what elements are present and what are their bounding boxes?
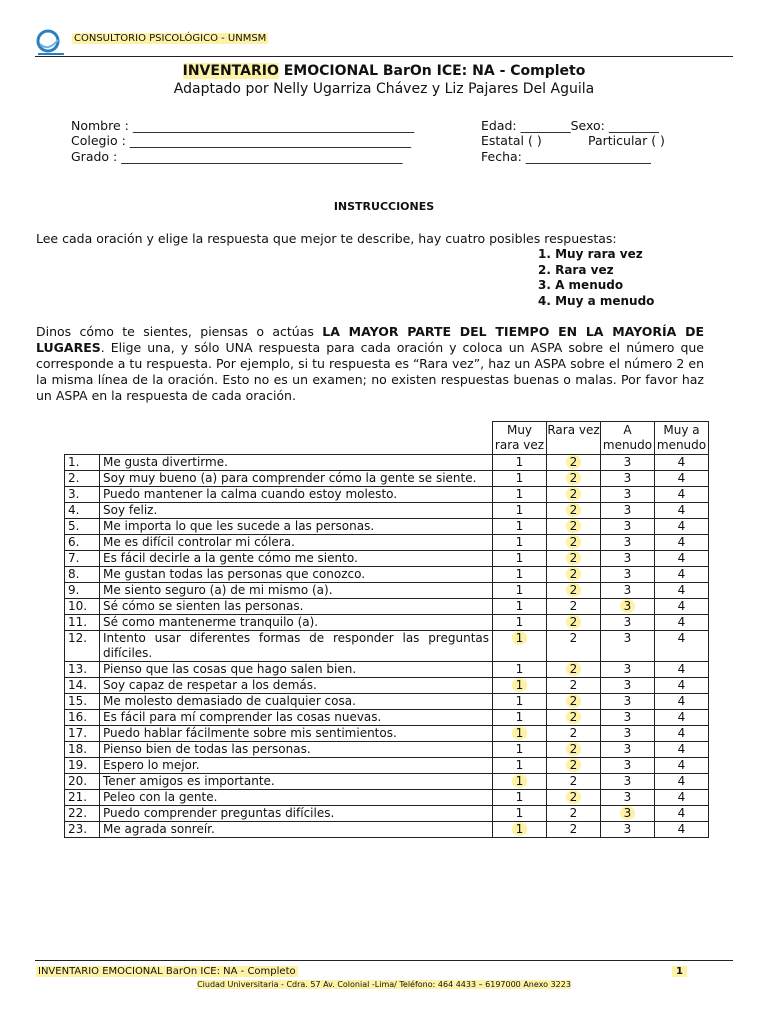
score-option[interactable]: 4: [677, 790, 686, 804]
item-text: Puedo hablar fácilmente sobre mis sentimientos.: [100, 726, 493, 742]
selected-score[interactable]: 1: [512, 678, 528, 692]
score-cell-1[interactable]: [493, 726, 547, 742]
selected-score[interactable]: 2: [566, 758, 582, 772]
score-option[interactable]: 2: [569, 774, 578, 788]
score-cell-4[interactable]: [655, 583, 709, 599]
selected-score[interactable]: 2: [566, 742, 582, 756]
score-cell-4[interactable]: [655, 503, 709, 519]
score-cell-4[interactable]: [655, 567, 709, 583]
selected-score[interactable]: 2: [566, 662, 582, 676]
score-option[interactable]: 1: [515, 471, 524, 485]
score-cell-2[interactable]: [547, 758, 601, 774]
table-row: [65, 806, 709, 822]
item-number: 11.: [65, 615, 100, 631]
score-cell-2[interactable]: [547, 806, 601, 822]
item-text: Sé como mantenerme tranquilo (a).: [100, 615, 493, 631]
score-option[interactable]: 3: [623, 615, 632, 629]
score-cell-3[interactable]: [601, 774, 655, 790]
selected-score[interactable]: 2: [566, 487, 582, 501]
score-cell-1[interactable]: [493, 583, 547, 599]
score-cell-2[interactable]: [547, 678, 601, 694]
score-cell-4[interactable]: [655, 758, 709, 774]
score-cell-1[interactable]: [493, 678, 547, 694]
score-cell-4[interactable]: [655, 774, 709, 790]
score-cell-1[interactable]: [493, 774, 547, 790]
score-cell-1[interactable]: [493, 487, 547, 503]
score-cell-2[interactable]: [547, 503, 601, 519]
table-row: [65, 710, 709, 726]
item-number: 3.: [65, 487, 100, 503]
score-option[interactable]: 4: [677, 678, 686, 692]
option-4: 4. Muy a menudo: [538, 293, 655, 308]
score-cell-2[interactable]: [547, 694, 601, 710]
selected-score[interactable]: 2: [566, 519, 582, 533]
score-option[interactable]: 3: [623, 535, 632, 549]
score-option[interactable]: 2: [569, 678, 578, 692]
score-cell-3[interactable]: [601, 758, 655, 774]
item-text: Me gustan todas las personas que conozco.: [100, 567, 493, 583]
score-option[interactable]: 4: [677, 726, 686, 740]
score-option[interactable]: 4: [677, 503, 686, 517]
score-option[interactable]: 1: [515, 758, 524, 772]
score-cell-1[interactable]: [493, 662, 547, 678]
score-option[interactable]: 3: [623, 790, 632, 804]
item-number: 23.: [65, 822, 100, 838]
score-cell-3[interactable]: [601, 710, 655, 726]
score-cell-4[interactable]: [655, 806, 709, 822]
unmsm-logo-icon: [34, 28, 68, 58]
title-highlight: INVENTARIO: [182, 63, 279, 79]
table-row: [65, 567, 709, 583]
score-cell-4[interactable]: [655, 487, 709, 503]
col-header-1: Muy rara vez: [493, 422, 547, 455]
score-option[interactable]: 4: [677, 615, 686, 629]
score-option[interactable]: 1: [515, 567, 524, 581]
footer-address: [0, 980, 768, 989]
score-cell-3[interactable]: [601, 583, 655, 599]
item-number: 7.: [65, 551, 100, 567]
score-cell-2[interactable]: [547, 455, 601, 471]
score-cell-4[interactable]: [655, 726, 709, 742]
score-option[interactable]: 3: [623, 694, 632, 708]
score-option[interactable]: 1: [515, 694, 524, 708]
item-text: Es fácil decirle a la gente cómo me siento.: [100, 551, 493, 567]
page-subtitle: Adaptado por Nelly Ugarriza Chávez y Liz Pajares Del Aguila: [173, 81, 595, 97]
score-option[interactable]: 2: [569, 631, 578, 645]
table-row: [65, 662, 709, 678]
score-cell-3[interactable]: [601, 726, 655, 742]
item-text: Soy capaz de respetar a los demás.: [100, 678, 493, 694]
score-cell-1[interactable]: [493, 742, 547, 758]
score-cell-1[interactable]: [493, 455, 547, 471]
score-option[interactable]: 4: [677, 535, 686, 549]
score-option[interactable]: 3: [623, 774, 632, 788]
score-option[interactable]: 3: [623, 662, 632, 676]
score-option[interactable]: 1: [515, 662, 524, 676]
score-cell-3[interactable]: [601, 551, 655, 567]
table-row: [65, 503, 709, 519]
table-header-row: [65, 422, 709, 455]
table-row: [65, 822, 709, 838]
instructions-heading: INSTRUCCIONES: [333, 200, 435, 213]
score-cell-4[interactable]: [655, 678, 709, 694]
score-cell-2[interactable]: [547, 583, 601, 599]
score-cell-3[interactable]: [601, 487, 655, 503]
item-number: 14.: [65, 678, 100, 694]
selected-score[interactable]: 2: [566, 615, 582, 629]
col-header-2: Rara vez: [547, 422, 601, 455]
selected-score[interactable]: 1: [512, 631, 528, 645]
score-cell-3[interactable]: [601, 455, 655, 471]
item-text: Me siento seguro (a) de mi mismo (a).: [100, 583, 493, 599]
selected-score[interactable]: 2: [566, 567, 582, 581]
item-number: 4.: [65, 503, 100, 519]
score-option[interactable]: 1: [515, 742, 524, 756]
score-option[interactable]: 3: [623, 631, 632, 645]
score-option[interactable]: 2: [569, 599, 578, 613]
item-number: 16.: [65, 710, 100, 726]
score-cell-3[interactable]: [601, 678, 655, 694]
footer-title: INVENTARIO EMOCIONAL BarOn ICE: NA - Completo: [38, 966, 296, 977]
score-cell-3[interactable]: [601, 503, 655, 519]
score-cell-4[interactable]: [655, 631, 709, 662]
score-option[interactable]: 3: [623, 583, 632, 597]
table-row: [65, 678, 709, 694]
table-row: [65, 551, 709, 567]
option-3: 3. A menudo: [538, 278, 624, 292]
score-cell-2[interactable]: [547, 774, 601, 790]
instructions-body: [36, 324, 704, 404]
table-row: [65, 790, 709, 806]
item-text: Me agrada sonreír.: [100, 822, 493, 838]
score-cell-2[interactable]: [547, 615, 601, 631]
score-option[interactable]: 1: [515, 583, 524, 597]
score-cell-3[interactable]: [601, 615, 655, 631]
score-cell-1[interactable]: [493, 806, 547, 822]
table-row: [65, 631, 709, 662]
selected-score[interactable]: 1: [512, 774, 528, 788]
score-option[interactable]: 1: [515, 535, 524, 549]
score-cell-2[interactable]: [547, 822, 601, 838]
score-option[interactable]: 1: [515, 806, 524, 820]
score-cell-1[interactable]: [493, 599, 547, 615]
edad-sexo-field[interactable]: Edad: ________Sexo: ________: [481, 118, 659, 133]
score-option[interactable]: 4: [677, 822, 686, 836]
score-cell-4[interactable]: [655, 471, 709, 487]
table-row: [65, 615, 709, 631]
score-option[interactable]: 1: [515, 519, 524, 533]
score-cell-1[interactable]: [493, 567, 547, 583]
score-cell-2[interactable]: [547, 631, 601, 662]
score-option[interactable]: 3: [623, 567, 632, 581]
score-cell-2[interactable]: [547, 790, 601, 806]
score-option[interactable]: 4: [677, 694, 686, 708]
score-cell-2[interactable]: [547, 567, 601, 583]
score-option[interactable]: 1: [515, 487, 524, 501]
score-cell-2[interactable]: [547, 535, 601, 551]
table-row: [65, 471, 709, 487]
score-cell-3[interactable]: [601, 662, 655, 678]
score-option[interactable]: 3: [623, 455, 632, 469]
item-text: Intento usar diferentes formas de responder las preguntas difíciles.: [100, 631, 493, 662]
selected-score[interactable]: 2: [566, 790, 582, 804]
item-text: Soy muy bueno (a) para comprender cómo la gente se siente.: [100, 471, 493, 487]
score-cell-2[interactable]: [547, 726, 601, 742]
item-number: 2.: [65, 471, 100, 487]
score-cell-3[interactable]: [601, 806, 655, 822]
score-option[interactable]: 3: [623, 726, 632, 740]
item-number: 10.: [65, 599, 100, 615]
selected-score[interactable]: 2: [566, 535, 582, 549]
selected-score[interactable]: 2: [566, 503, 582, 517]
item-number: 1.: [65, 455, 100, 471]
instructions-intro: Lee cada oración y elige la respuesta que mejor te describe, hay cuatro posibles respuestas:: [36, 231, 617, 246]
score-option[interactable]: 4: [677, 455, 686, 469]
score-cell-4[interactable]: [655, 662, 709, 678]
score-cell-3[interactable]: [601, 519, 655, 535]
score-cell-3[interactable]: [601, 742, 655, 758]
score-option[interactable]: 2: [569, 806, 578, 820]
option-1: 1. Muy rara vez: [538, 247, 643, 261]
score-cell-1[interactable]: [493, 694, 547, 710]
score-cell-1[interactable]: [493, 471, 547, 487]
score-option[interactable]: 3: [623, 758, 632, 772]
item-number: 8.: [65, 567, 100, 583]
score-option[interactable]: 4: [677, 583, 686, 597]
score-option[interactable]: 4: [677, 519, 686, 533]
score-option[interactable]: 4: [677, 758, 686, 772]
score-option[interactable]: 1: [515, 455, 524, 469]
table-row: [65, 599, 709, 615]
item-text: Puedo comprender preguntas difíciles.: [100, 806, 493, 822]
score-cell-3[interactable]: [601, 822, 655, 838]
score-option[interactable]: 1: [515, 599, 524, 613]
col-header-4: Muy a menudo: [655, 422, 709, 455]
item-text: Me importa lo que les sucede a las personas.: [100, 519, 493, 535]
score-option[interactable]: 3: [623, 678, 632, 692]
score-cell-2[interactable]: [547, 551, 601, 567]
selected-score[interactable]: 3: [620, 806, 636, 820]
colegio-field[interactable]: Colegio : _____________________________________________: [71, 133, 412, 148]
grado-field[interactable]: Grado : _____________________________________________: [71, 149, 403, 164]
score-cell-2[interactable]: [547, 519, 601, 535]
selected-score[interactable]: 2: [566, 471, 582, 485]
selected-score[interactable]: 2: [566, 455, 582, 469]
col-header-3: A menudo: [601, 422, 655, 455]
score-cell-2[interactable]: [547, 710, 601, 726]
score-cell-1[interactable]: [493, 710, 547, 726]
score-cell-4[interactable]: [655, 455, 709, 471]
score-cell-4[interactable]: [655, 790, 709, 806]
score-cell-1[interactable]: [493, 519, 547, 535]
selected-score[interactable]: 2: [566, 694, 582, 708]
page-number: 1: [672, 966, 687, 977]
score-option[interactable]: 1: [515, 710, 524, 724]
score-cell-3[interactable]: [601, 535, 655, 551]
score-cell-3[interactable]: [601, 790, 655, 806]
score-cell-1[interactable]: [493, 551, 547, 567]
estatal-field[interactable]: Estatal ( ): [481, 133, 542, 148]
item-text: Soy feliz.: [100, 503, 493, 519]
selected-score[interactable]: 1: [512, 726, 528, 740]
response-options: [538, 247, 654, 309]
score-option[interactable]: 4: [677, 487, 686, 501]
score-cell-4[interactable]: [655, 615, 709, 631]
nombre-field[interactable]: Nombre : _____________________________________________: [71, 118, 415, 133]
item-number: 22.: [65, 806, 100, 822]
score-option[interactable]: 1: [515, 790, 524, 804]
score-option[interactable]: 3: [623, 742, 632, 756]
item-text: Es fácil para mí comprender las cosas nuevas.: [100, 710, 493, 726]
score-option[interactable]: 4: [677, 471, 686, 485]
score-cell-2[interactable]: [547, 662, 601, 678]
score-option[interactable]: 4: [677, 599, 686, 613]
header-divider: [35, 56, 733, 57]
score-cell-1[interactable]: [493, 790, 547, 806]
score-option[interactable]: 2: [569, 822, 578, 836]
score-option[interactable]: 1: [515, 551, 524, 565]
item-text: Peleo con la gente.: [100, 790, 493, 806]
item-number: 19.: [65, 758, 100, 774]
table-row: [65, 758, 709, 774]
score-option[interactable]: 4: [677, 774, 686, 788]
item-text: Pienso bien de todas las personas.: [100, 742, 493, 758]
score-option[interactable]: 4: [677, 567, 686, 581]
fecha-field[interactable]: Fecha: ____________________: [481, 149, 651, 164]
score-option[interactable]: 3: [623, 519, 632, 533]
item-number: 21.: [65, 790, 100, 806]
item-number: 6.: [65, 535, 100, 551]
score-option[interactable]: 4: [677, 662, 686, 676]
score-cell-3[interactable]: [601, 631, 655, 662]
score-cell-3[interactable]: [601, 599, 655, 615]
item-number: 15.: [65, 694, 100, 710]
selected-score[interactable]: 1: [512, 822, 528, 836]
item-text: Espero lo mejor.: [100, 758, 493, 774]
particular-field[interactable]: Particular ( ): [588, 133, 665, 148]
item-number: 20.: [65, 774, 100, 790]
item-text: Pienso que las cosas que hago salen bien.: [100, 662, 493, 678]
item-number: 5.: [65, 519, 100, 535]
score-cell-3[interactable]: [601, 471, 655, 487]
table-row: [65, 487, 709, 503]
score-option[interactable]: 1: [515, 503, 524, 517]
table-row: [65, 742, 709, 758]
score-cell-1[interactable]: [493, 758, 547, 774]
score-cell-2[interactable]: [547, 742, 601, 758]
footer-divider: [35, 960, 733, 961]
score-cell-4[interactable]: [655, 599, 709, 615]
table-row: [65, 774, 709, 790]
footer-address-text: Ciudad Universitaria - Cdra. 57 Av. Colonial -Lima/ Teléfono: 464 4433 – 6197000 Anexo 3223: [197, 980, 571, 989]
item-text: Tener amigos es importante.: [100, 774, 493, 790]
score-option[interactable]: 3: [623, 487, 632, 501]
score-cell-2[interactable]: [547, 599, 601, 615]
page-title: [0, 63, 768, 79]
score-option[interactable]: 4: [677, 551, 686, 565]
item-number: 17.: [65, 726, 100, 742]
score-cell-2[interactable]: [547, 487, 601, 503]
item-number: 9.: [65, 583, 100, 599]
score-cell-4[interactable]: [655, 710, 709, 726]
score-cell-4[interactable]: [655, 551, 709, 567]
item-text: Me molesto demasiado de cualquier cosa.: [100, 694, 493, 710]
selected-score[interactable]: 3: [620, 599, 636, 613]
score-option[interactable]: 1: [515, 615, 524, 629]
item-number: 18.: [65, 742, 100, 758]
table-row: [65, 726, 709, 742]
score-cell-1[interactable]: [493, 631, 547, 662]
inventory-table: [64, 421, 709, 838]
score-option[interactable]: 4: [677, 742, 686, 756]
item-text: Me es difícil controlar mi cólera.: [100, 535, 493, 551]
item-number: 12.: [65, 631, 100, 662]
item-number: 13.: [65, 662, 100, 678]
score-option[interactable]: 3: [623, 822, 632, 836]
body-end: . Elige una, y sólo UNA respuesta para cada oración y coloca un ASPA sobre el número que corresponde a tu respuesta. Por ejemplo, si tu respuesta es “Rara vez”, haz un ASPA sobre el número 2 en la misma línea de la oración. Esto no es un examen; no existen respuestas buenas o malas. Por favor haz un ASPA en la respuesta de cada oración.: [36, 340, 704, 403]
score-cell-4[interactable]: [655, 822, 709, 838]
body-start: Dinos cómo te sientes, piensas o actúas: [36, 324, 323, 339]
item-text: Me gusta divertirme.: [100, 455, 493, 471]
score-option[interactable]: 4: [677, 806, 686, 820]
score-cell-4[interactable]: [655, 694, 709, 710]
body-bold: LA MAYOR PARTE DEL TIEMPO EN LA MAYORÍA DE LUGARES: [36, 324, 704, 355]
score-option[interactable]: 3: [623, 471, 632, 485]
header-org: CONSULTORIO PSICOLÓGICO - UNMSM: [74, 33, 267, 44]
score-option[interactable]: 4: [677, 631, 686, 645]
table-row: [65, 535, 709, 551]
selected-score[interactable]: 2: [566, 583, 582, 597]
item-text: Sé cómo se sienten las personas.: [100, 599, 493, 615]
score-cell-1[interactable]: [493, 503, 547, 519]
score-option[interactable]: 3: [623, 710, 632, 724]
selected-score[interactable]: 2: [566, 710, 582, 724]
score-cell-1[interactable]: [493, 535, 547, 551]
score-option[interactable]: 4: [677, 710, 686, 724]
score-option[interactable]: 2: [569, 726, 578, 740]
option-2: 2. Rara vez: [538, 262, 614, 277]
table-row: [65, 583, 709, 599]
score-cell-4[interactable]: [655, 742, 709, 758]
item-text: Puedo mantener la calma cuando estoy molesto.: [100, 487, 493, 503]
score-cell-3[interactable]: [601, 694, 655, 710]
score-option[interactable]: 3: [623, 503, 632, 517]
score-cell-4[interactable]: [655, 519, 709, 535]
table-row: [65, 519, 709, 535]
score-option[interactable]: 3: [623, 551, 632, 565]
score-cell-3[interactable]: [601, 567, 655, 583]
title-rest: EMOCIONAL BarOn ICE: NA - Completo: [278, 63, 586, 79]
selected-score[interactable]: 2: [566, 551, 582, 565]
table-row: [65, 455, 709, 471]
score-cell-1[interactable]: [493, 615, 547, 631]
score-cell-2[interactable]: [547, 471, 601, 487]
score-cell-4[interactable]: [655, 535, 709, 551]
score-cell-1[interactable]: [493, 822, 547, 838]
table-row: [65, 694, 709, 710]
